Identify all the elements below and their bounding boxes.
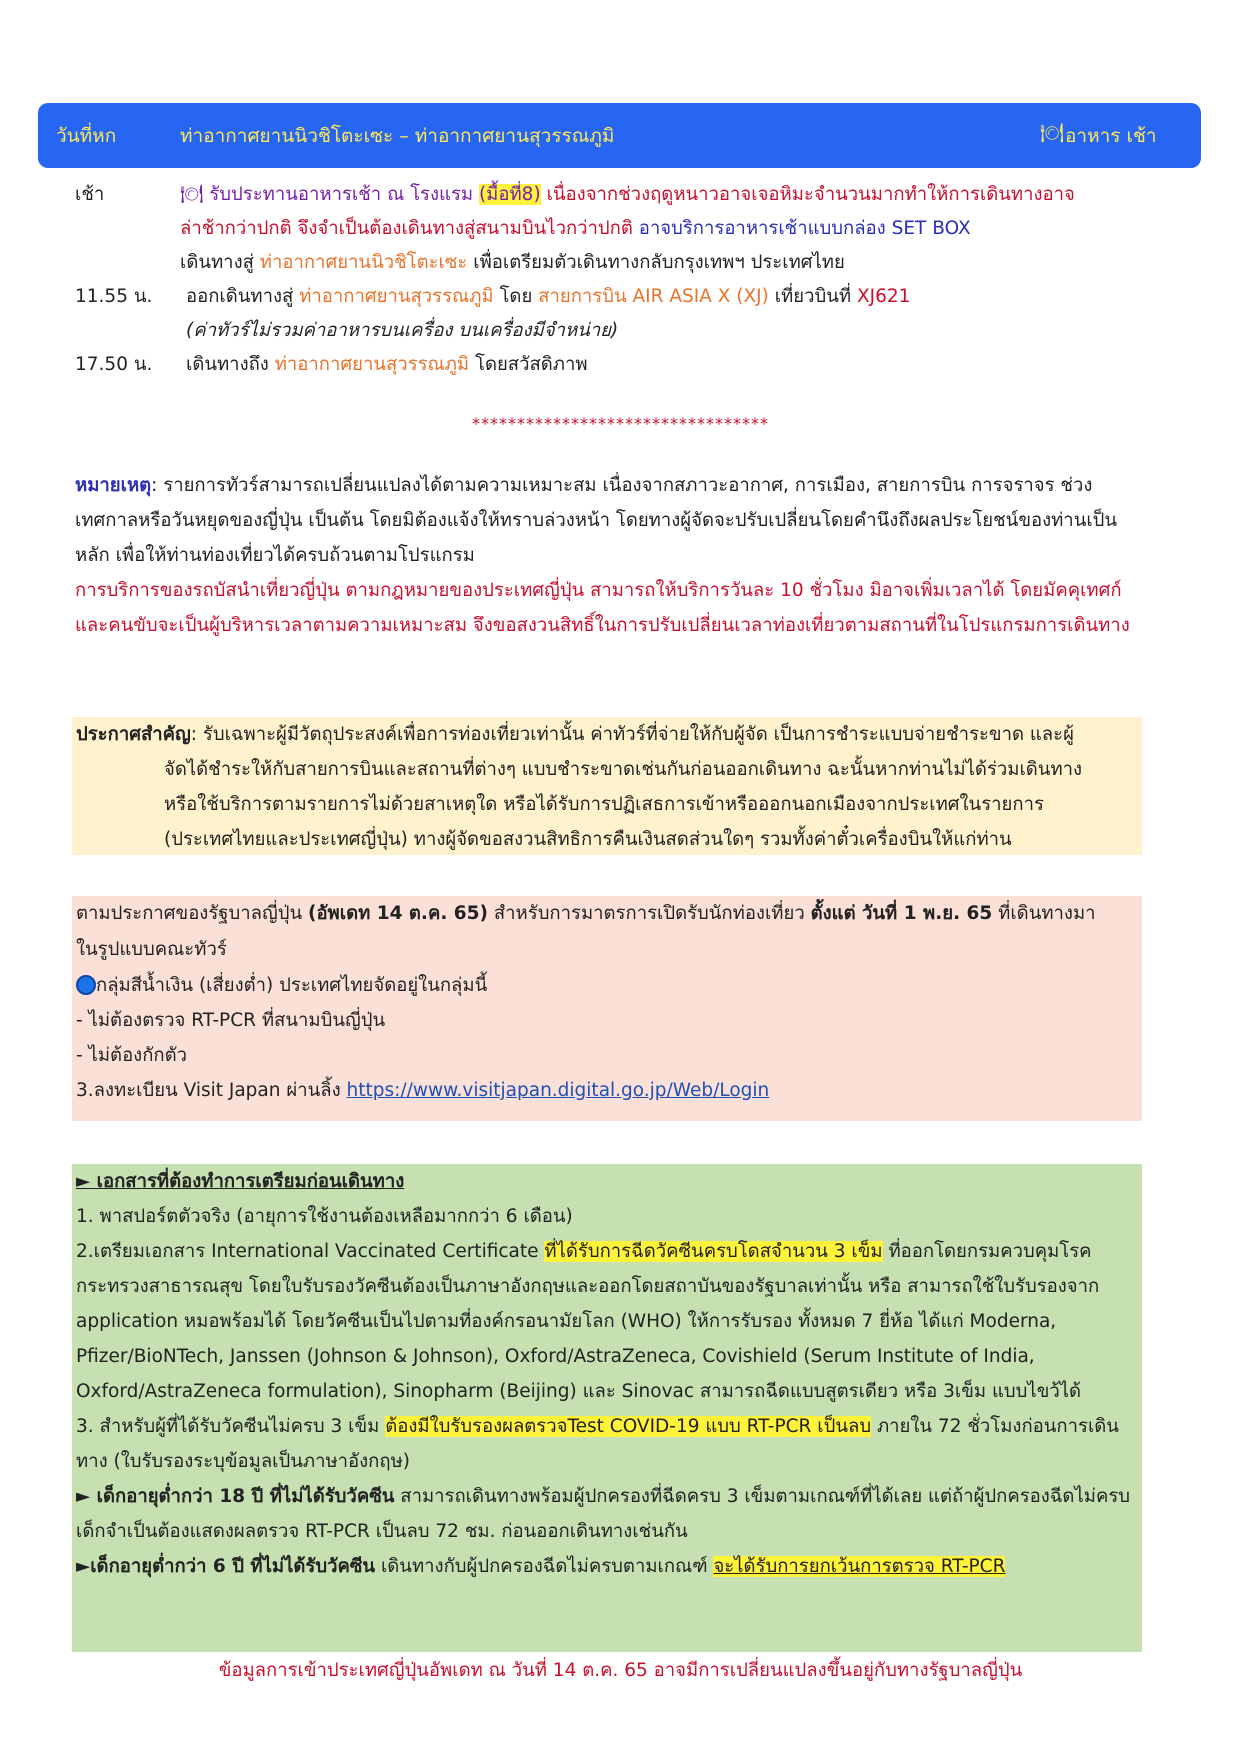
text: เดินทางถึง <box>186 354 275 375</box>
update-date: (อัพเดท 14 ต.ค. 65) <box>307 903 488 924</box>
announcement-line: (ประเทศไทยและประเทศญี่ปุ่น) ทางผู้จัดขอสงวนสิทธิการคืนเงินสดส่วนใดๆ รวมทั้งค่าตั๋วเครื่องบินให้แก่ท่าน <box>164 829 1012 850</box>
route-title: ท่าอากาศยานนิวชิโตะเซะ – ท่าอากาศยานสุวรรณภูมิ <box>180 125 615 147</box>
text: ที่เดินทางมา <box>992 903 1096 924</box>
set-box-note: อาจบริการอาหารเช้าแบบกล่อง SET BOX <box>638 218 971 239</box>
day-banner <box>38 103 1201 168</box>
child-rule-18: ► เด็กอายุต่ำกว่า 18 ปี ที่ไม่ได้รับวัคซีน <box>76 1486 395 1507</box>
text: ในรูปแบบคณะทัวร์ <box>76 939 227 960</box>
text: 2.เตรียมเอกสาร International Vaccinated Certificate <box>76 1241 545 1262</box>
list-item: - ไม่ต้องตรวจ RT-PCR ที่สนามบินญี่ปุ่น <box>76 1010 386 1031</box>
airline-name: สายการบิน AIR ASIA X (XJ) <box>538 286 769 307</box>
text: 3. สำหรับผู้ที่ได้รับวัคซีนไม่ครบ 3 เข็ม <box>76 1416 386 1437</box>
remarks-label: หมายเหตุ <box>75 475 152 496</box>
schedule-row-arrival <box>75 348 1145 382</box>
airport-name: ท่าอากาศยานสุวรรณภูมิ <box>299 286 494 307</box>
visit-japan-link[interactable]: https://www.visitjapan.digital.go.jp/Web/Login <box>346 1080 770 1101</box>
text: โดย <box>493 286 539 307</box>
list-item: 1. พาสปอร์ตตัวจริง (อายุการใช้งานต้องเหลือมากกว่า 6 เดือน) <box>76 1206 573 1227</box>
time: 11.55 น. <box>75 286 153 307</box>
section-title: ► เอกสารที่ต้องทำการเตรียมก่อนเดินทาง <box>76 1171 405 1192</box>
announcement-line: หรือใช้บริการตามรายการไม่ด้วยสาเหตุใด หรือได้รับการปฏิเสธการเข้าหรือออกนอกเมืองจากประเทศในรายการ <box>164 794 1044 815</box>
schedule <box>75 178 1145 382</box>
list-item: - ไม่ต้องกักตัว <box>76 1045 188 1066</box>
time: 17.50 น. <box>75 354 153 375</box>
airport-name: ท่าอากาศยานนิวชิโตะเซะ <box>259 252 468 273</box>
schedule-row-departure <box>75 280 1145 348</box>
child-rule-6: ►เด็กอายุต่ำกว่า 6 ปี ที่ไม่ได้รับวัคซีน <box>76 1556 376 1577</box>
government-notice <box>72 896 1142 1121</box>
text: เดินทางสู่ <box>180 252 260 273</box>
time: เช้า <box>75 184 105 205</box>
announcement-line: : รับเฉพาะผู้มีวัตถุประสงค์เพื่อการท่องเที่ยวเท่านั้น ค่าทัวร์ที่จ่ายให้กับผู้จัด เป็นการชำระแบบจ่ายชำระขาด และผู้ <box>190 724 1074 745</box>
text: ภายใน 72 ชั่วโมงก่อนการเดินทาง (ใบรับรองระบุข้อมูลเป็นภาษาอังกฤษ) <box>76 1416 1119 1472</box>
meal-label: อาหาร เช้า <box>1065 125 1157 147</box>
remarks <box>75 468 1145 643</box>
flight-number: XJ621 <box>856 286 911 307</box>
remarks-text: : รายการทัวร์สามารถเปลี่ยนแปลงได้ตามความเหมาะสม เนื่องจากสภาวะอากาศ, การเมือง, สายการบิน การจราจร ช่วงเทศกาลหรือวันหยุดของญี่ปุ่น เป็นต้น โดยมิต้องแจ้งให้ทราบล่วงหน้า โดยทางผู้จัดจะปรับเปลี่ยนโดยคำนึงถึงผลประโยชน์ของท่านเป็นหลัก เพื่อให้ท่านท่องเที่ยวได้ครบถ้วนตามโปรแกรม <box>75 475 1118 566</box>
highlight-text: ที่ได้รับการฉีดวัคซีนครบโดสจำนวน 3 เข็ม <box>544 1241 883 1262</box>
footer-note: ข้อมูลการเข้าประเทศญี่ปุ่นอัพเดท ณ วันที่ 14 ต.ค. 65 อาจมีการเปลี่ยนแปลงขึ้นอยู่กับทางรัฐบาลญี่ปุ่น <box>218 1660 1023 1681</box>
announcement-line: จัดได้ชำระให้กับสายการบินและสถานที่ต่างๆ แบบชำระขาดเช่นกันก่อนออกเดินทาง ฉะนั้นหากท่านไม่ได้ร่วมเดินทาง <box>164 759 1083 780</box>
text: ออกเดินทางสู่ <box>186 286 300 307</box>
airport-name: ท่าอากาศยานสุวรรณภูมิ <box>274 354 470 375</box>
text: เดินทางกับผู้ปกครองฉีดไม่ครบตามเกณฑ์ <box>375 1556 714 1577</box>
breakfast-text: รับประทานอาหารเช้า ณ โรงแรม <box>209 184 474 205</box>
day-label: วันที่หก <box>56 125 117 147</box>
bus-service-note: การบริการของรถบัสนำเที่ยวญี่ปุ่น ตามกฎหมายของประเทศญี่ปุ่น สามารถให้บริการวันละ 10 ชั่วโมง มิอาจเพิ่มเวลาได้ โดยมัคคุเทศก์และคนขับจะเป็นผู้บริหารเวลาตามความเหมาะสม จึงขอสงวนสิทธิ์ในการปรับเปลี่ยนเวลาท่องเที่ยวตามสถานที่ในโปรแกรมการเดินทาง <box>75 580 1130 636</box>
text: สำหรับการมาตรการเปิดรับนักท่องเที่ยว <box>488 903 811 924</box>
text: โดยสวัสดิภาพ <box>469 354 588 375</box>
effective-date: ตั้งแต่ วันที่ 1 พ.ย. 65 <box>810 903 993 924</box>
separator-stars: ********************************* <box>472 414 769 433</box>
early-departure: ล่าช้ากว่าปกติ จึงจำเป็นต้องเดินทางสู่สนามบินไวกว่าปกติ <box>180 218 633 239</box>
text: เพื่อเตรียมตัวเดินทางกลับกรุงเทพฯ ประเทศไทย <box>467 252 845 273</box>
documents-section <box>72 1164 1142 1652</box>
snow-warning: เนื่องจากช่วงฤดูหนาวอาจเจอหิมะจำนวนมากทำให้การเดินทางอาจ <box>546 184 1075 205</box>
meal-icon: 🍽 <box>180 184 210 205</box>
meal-note: (ค่าทัวร์ไม่รวมค่าอาหารบนเครื่อง บนเครื่องมีจำหน่าย) <box>186 320 619 341</box>
text: ที่ออกโดยกรมควบคุมโรคกระทรวงสาธารณสุข โดยใบรับรองวัคซีนต้องเป็นภาษาอังกฤษและออกโดยสถาบันของรัฐบาลเท่านั้น หรือ สามารถใช้ใบรับรองจาก application หมอพร้อมได้ โดยวัคซีนเป็นไปตามที่องค์กรอนามัยโลก (WHO) ให้การรับรอง ทั้งหมด 7 ยี่ห้อ ได้แก่ Moderna, Pfizer/BioNTech, Janssen (Johnson & Johnson), Oxford/AstraZeneca, Covishield (Serum Institute of India, Oxford/AstraZeneca formulation), Sinopharm (Beijing) และ Sinovac สามารถฉีดแบบสูตรเดียว หรือ 3เข็ม แบบไขว้ได้ <box>76 1241 1100 1402</box>
blue-circle-icon <box>76 975 96 995</box>
important-announcement <box>72 717 1142 855</box>
text: เที่ยวบินที่ <box>768 286 857 307</box>
text: ตามประกาศของรัฐบาลญี่ปุ่น <box>76 903 308 924</box>
meal-number: (มื้อที่8) <box>478 184 541 205</box>
highlight-text: ต้องมีใบรับรองผลตรวจTest COVID-19 แบบ RT-PCR เป็นลบ <box>385 1416 872 1437</box>
announcement-label: ประกาศสำคัญ <box>76 724 191 745</box>
meal-icon: 🍽 <box>1040 122 1065 144</box>
text: สามารถเดินทางพร้อมผู้ปกครองที่ฉีดครบ 3 เข็มตามเกณฑ์ที่ได้เลย แต่ถ้าผู้ปกครองฉีดไม่ครบ เด็กจำเป็นต้องแสดงผลตรวจ RT-PCR เป็นลบ 72 ชม. ก่อนออกเดินทางเช่นกัน <box>76 1486 1130 1542</box>
schedule-row-morning <box>75 178 1145 280</box>
risk-group: กลุ่มสีน้ำเงิน (เสี่ยงต่ำ) ประเทศไทยจัดอยู่ในกลุ่มนี้ <box>96 975 488 996</box>
list-item: 3.ลงทะเบียน Visit Japan ผ่านลิ้ง <box>76 1080 347 1101</box>
highlight-text: จะได้รับการยกเว้นการตรวจ RT-PCR <box>713 1556 1006 1577</box>
